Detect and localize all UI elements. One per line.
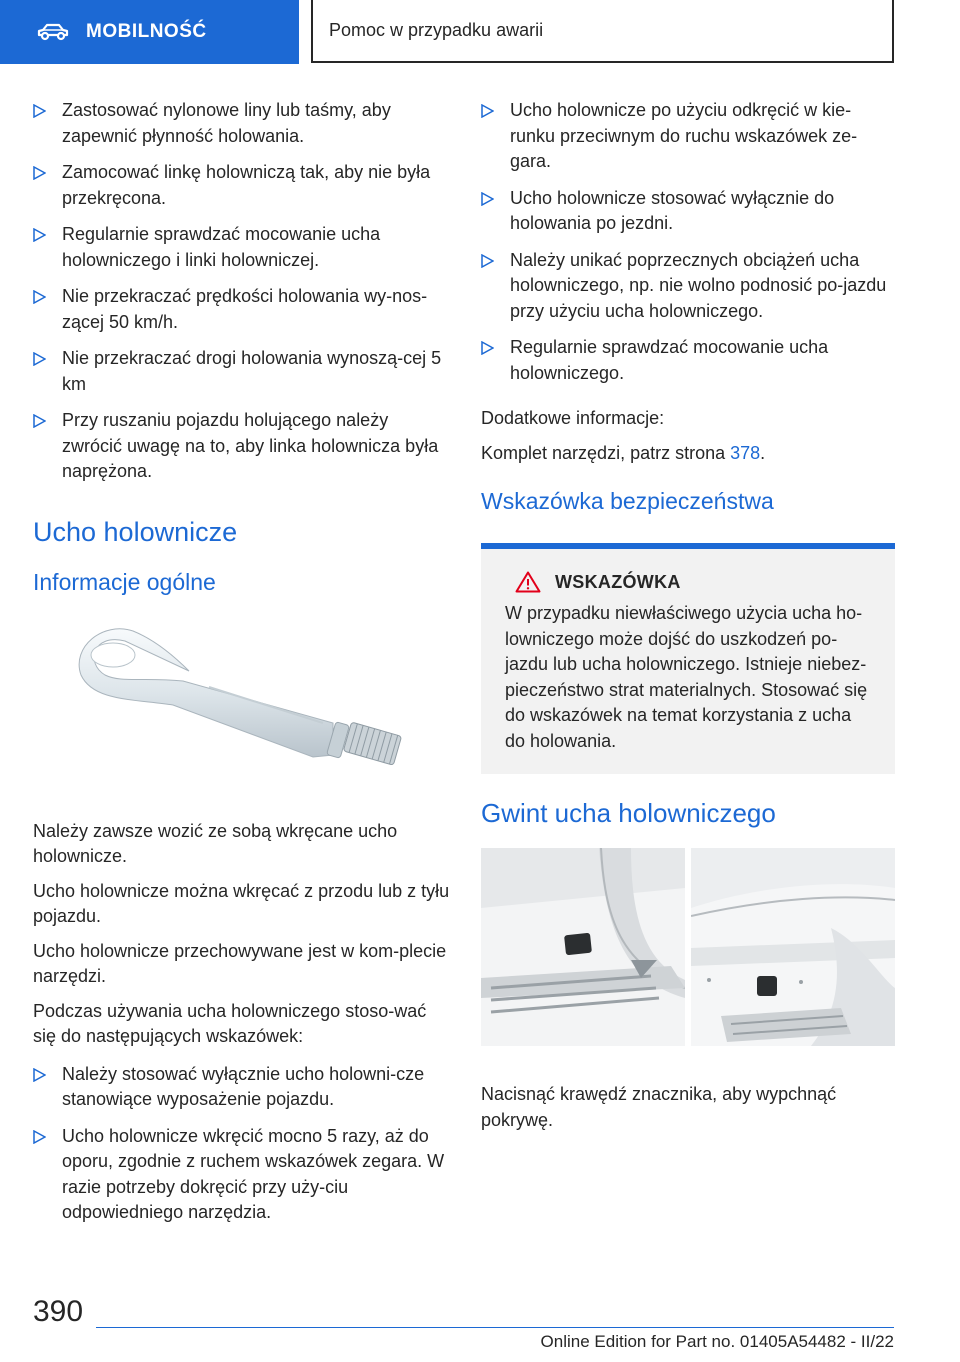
paragraph: Podczas używania ucha holowniczego stoso-wać się do następujących wskazówek: [33, 1000, 427, 1046]
bullet-list-right [481, 98, 895, 386]
safety-heading: Wskazówka bezpieczeństwa [481, 488, 774, 514]
list-item: Regularnie sprawdzać mocowanie ucha holowniczego. [481, 335, 895, 386]
page-number: 390 [33, 1295, 84, 1328]
triangle-bullet-icon [33, 166, 46, 180]
triangle-bullet-icon [33, 414, 46, 428]
bullet-list-top [33, 98, 453, 485]
page-title: Pomoc w przypadku awarii [329, 20, 544, 40]
triangle-bullet-icon [33, 1068, 46, 1082]
thread-instructions: Nacisnąć krawędź znacznika, aby wypchnąć pokrywę. [481, 1084, 837, 1130]
car-icon [36, 22, 70, 42]
warning-text: W przypadku niewłaściwego użycia ucha ho-lowniczego może dojść do uszkodzeń po-jazdu lub ucha holowniczego. Istnieje niebez-pieczeństwo strat materialnych. Stosować się do wskazówek na temat korzystania z ucha do holowania. [505, 603, 868, 751]
bullet-list-bottom [33, 1062, 453, 1226]
list-item: Przy ruszaniu pojazdu holującego należy zwrócić uwagę na to, aby linka holownicza była naprężona. [33, 408, 453, 485]
triangle-bullet-icon [481, 341, 494, 355]
footer-divider [96, 1327, 894, 1328]
list-item: Ucho holownicze stosować wyłącznie do holowania po jezdni. [481, 186, 895, 237]
edition-label: Online Edition for Part no. 01405A54482 - II/22 [540, 1332, 894, 1351]
triangle-bullet-icon [481, 254, 494, 268]
triangle-bullet-icon [33, 228, 46, 242]
triangle-bullet-icon [33, 104, 46, 118]
paragraph: Ucho holownicze przechowywane jest w kom-plecie narzędzi. [33, 940, 447, 986]
tow-hook-illustration [33, 619, 453, 797]
toolkit-reference: Komplet narzędzi, patrz strona 378. [481, 442, 766, 463]
left-column [33, 98, 453, 1237]
list-item: Ucho holownicze wkręcić mocno 5 razy, aż do oporu, zgodnie z ruchem wskazówek zegara. W razie potrzeby dokręcić przy uży-ciu odpowiedniego narzędzia. [33, 1124, 453, 1226]
right-column [481, 98, 895, 1142]
triangle-bullet-icon [33, 290, 46, 304]
list-item: Regularnie sprawdzać mocowanie ucha holowniczego i linki holowniczej. [33, 222, 453, 273]
section-heading: Ucho holownicze [33, 516, 238, 547]
thread-heading: Gwint ucha holowniczego [481, 798, 776, 828]
warning-triangle-icon [515, 571, 541, 593]
page-link[interactable]: 378 [730, 442, 761, 463]
triangle-bullet-icon [481, 192, 494, 206]
tow-hook-image [33, 619, 453, 797]
list-item: Nie przekraczać drogi holowania wynoszą-cej 5 km [33, 346, 453, 397]
warning-header [505, 571, 871, 593]
list-item: Nie przekraczać prędkości holowania wy-noszącej 50 km/h. [33, 284, 453, 335]
list-item: Należy unikać poprzecznych obciążeń ucha holowniczego, np. nie wolno podnosić po-jazdu przy użyciu ucha holowniczego. [481, 248, 895, 325]
front-bumper-photo [481, 848, 685, 1046]
subsection-heading: Informacje ogólne [33, 568, 216, 595]
section-label: MOBILNOŚĆ [86, 21, 207, 42]
thread-photos [481, 848, 895, 1046]
rear-bumper-photo [691, 848, 895, 1046]
list-item: Zastosować nylonowe liny lub taśmy, aby zapewnić płynność holowania. [33, 98, 453, 149]
list-item: Należy stosować wyłącznie ucho holowni-cze stanowiące wyposażenie pojazdu. [33, 1062, 453, 1113]
list-item: Zamocować linkę holowniczą tak, aby nie była przekręcona. [33, 160, 453, 211]
triangle-bullet-icon [481, 104, 494, 118]
warning-box [481, 543, 895, 774]
page-title-box [311, 0, 894, 63]
paragraph: Należy zawsze wozić ze sobą wkręcane ucho holownicze. [33, 820, 398, 866]
additional-info-label: Dodatkowe informacje: [481, 408, 665, 428]
triangle-bullet-icon [33, 352, 46, 366]
list-item: Ucho holownicze po użyciu odkręcić w kie-runku przeciwnym do ruchu wskazówek ze-gara. [481, 98, 895, 175]
triangle-bullet-icon [33, 1130, 46, 1144]
paragraph: Ucho holownicze można wkręcać z przodu lub z tyłu pojazdu. [33, 880, 450, 926]
section-tab[interactable] [0, 0, 299, 64]
warning-title: WSKAZÓWKA [555, 571, 681, 592]
